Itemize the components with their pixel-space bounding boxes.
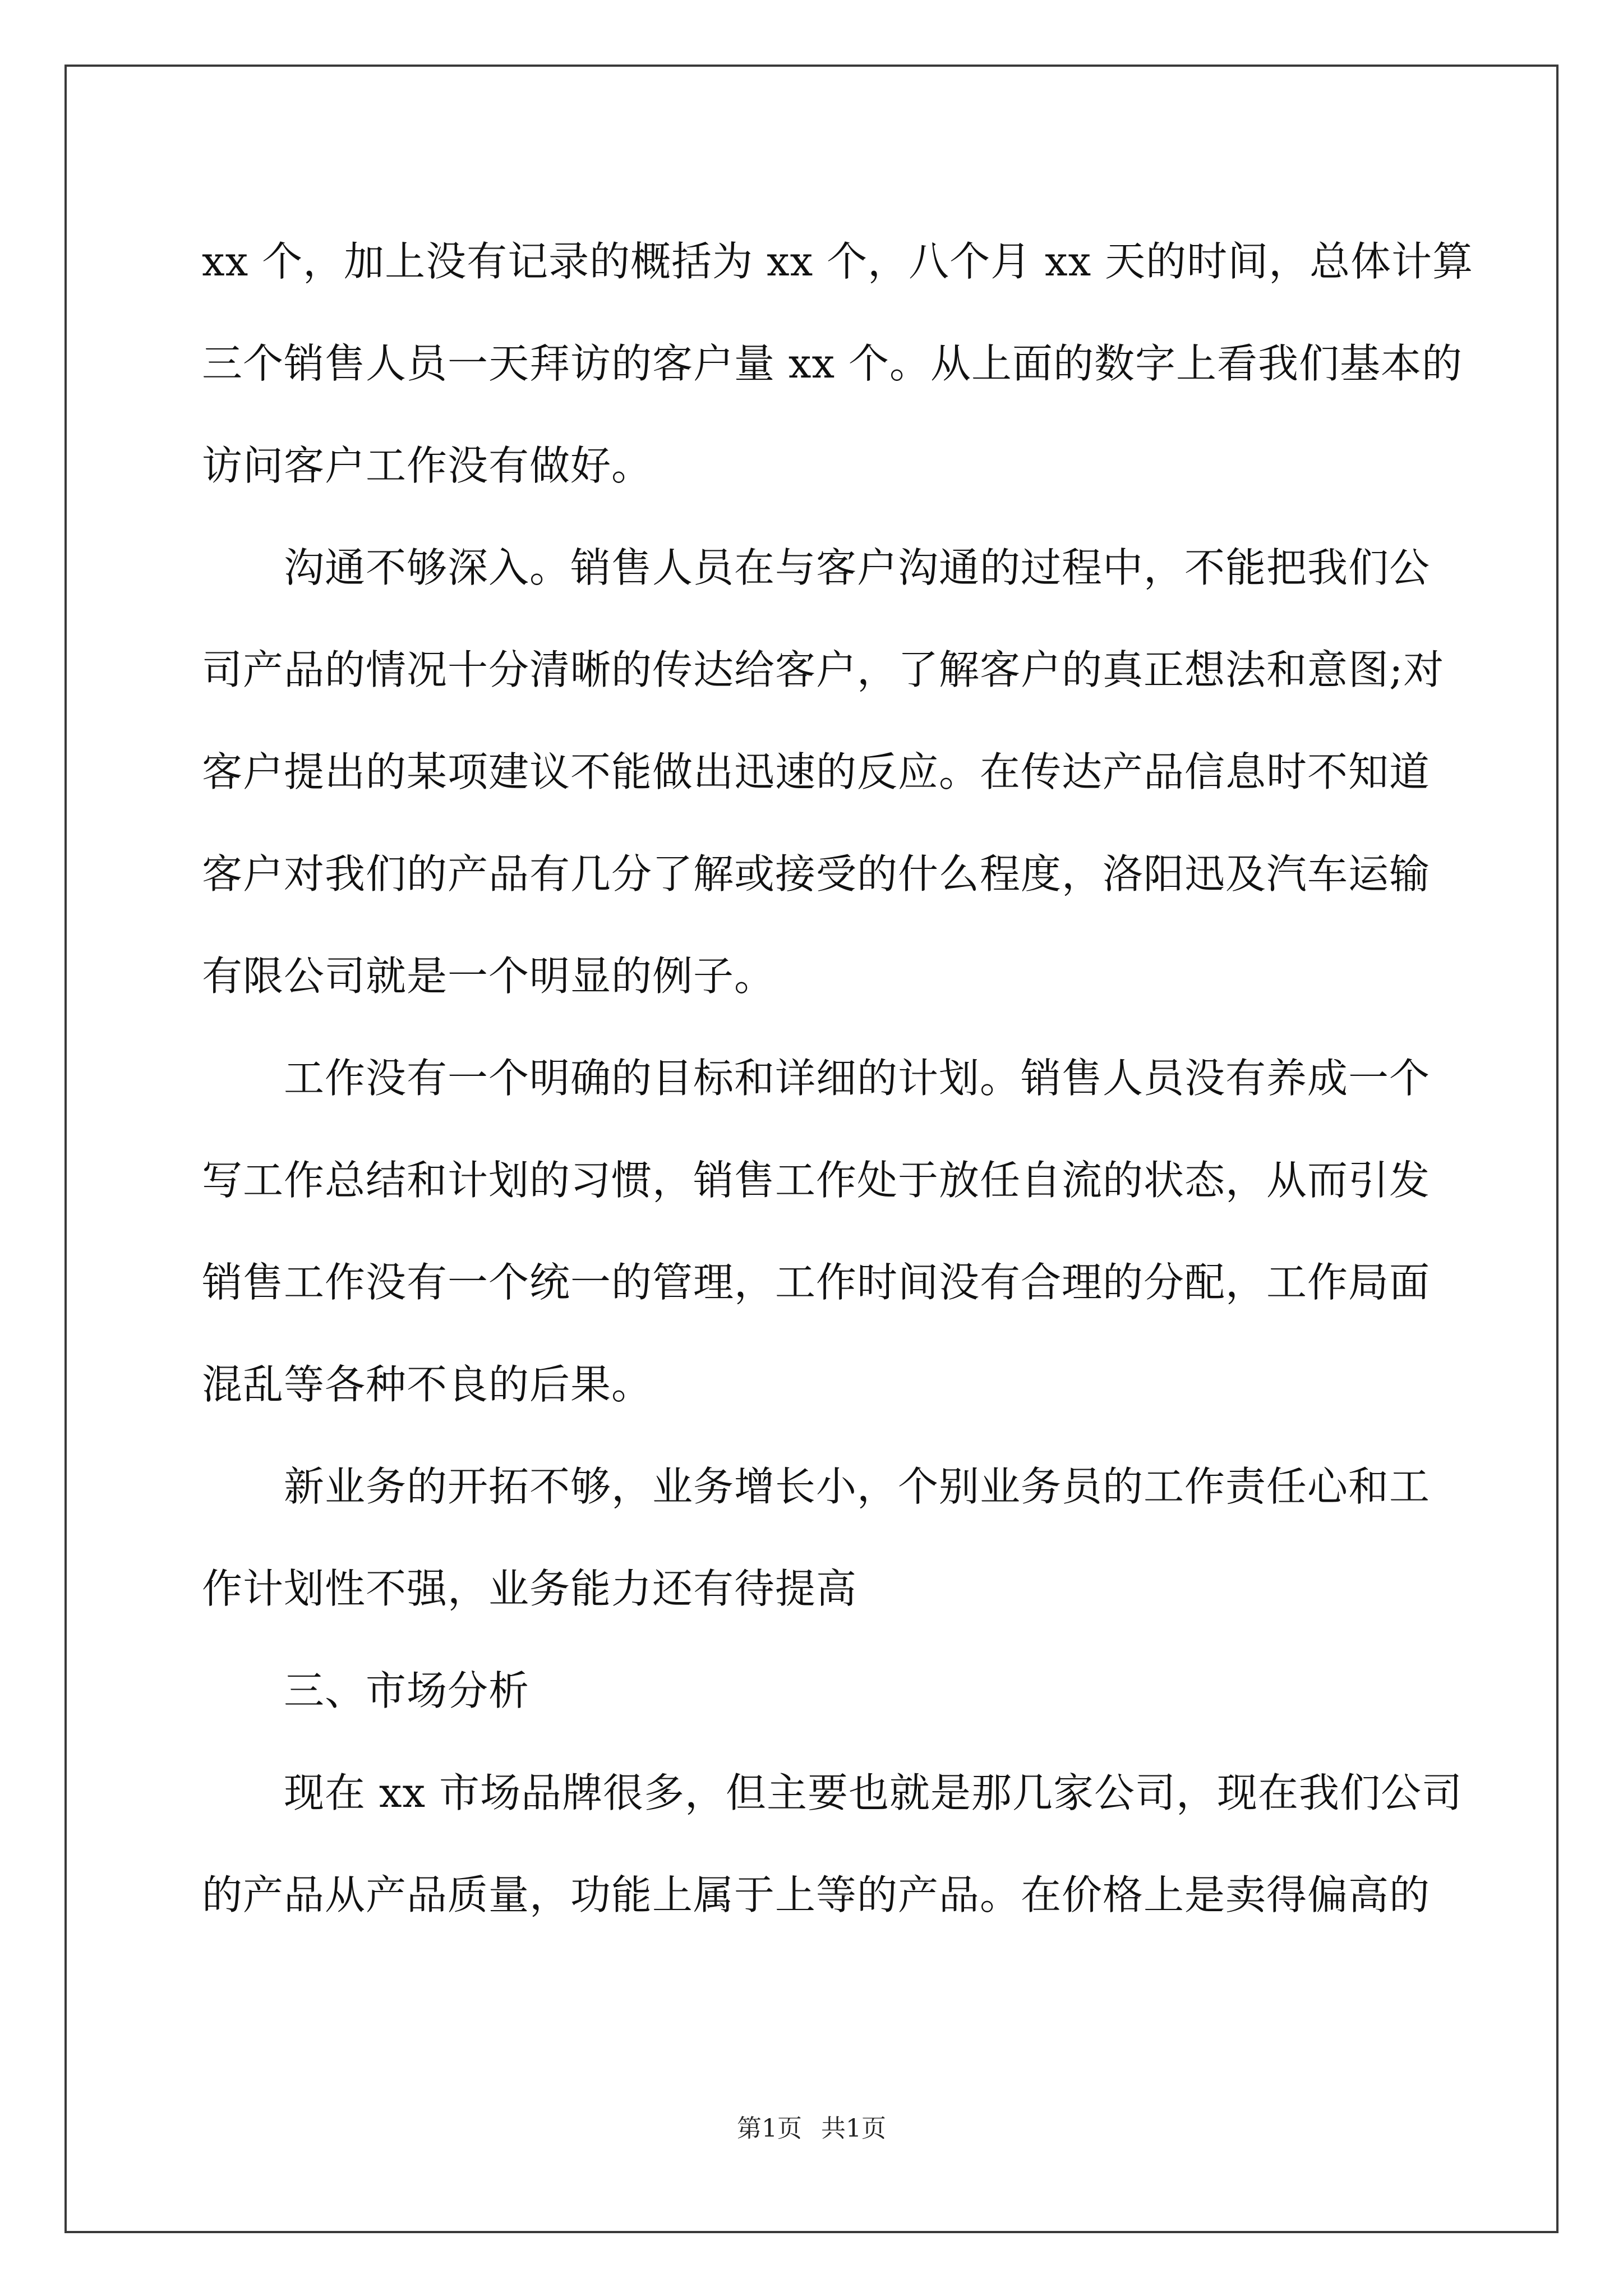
text-line-10: 写工作总结和计划的习惯，销售工作处于放任自流的状态，从而引发: [202, 1157, 1431, 1204]
text-line-16: 现在 xx 市场品牌很多，但主要也就是那几家公司，现在我们公司: [202, 1769, 1463, 1816]
text-line-8: 有限公司就是一个明显的例子。: [202, 953, 776, 1000]
page-total: 共1页: [821, 2114, 886, 2143]
text-line-13: 新业务的开拓不够，业务增长小，个别业务员的工作责任心和工: [202, 1463, 1431, 1510]
page-number: 第1页: [737, 2114, 802, 2143]
text-line-2: 三个销售人员一天拜访的客户量 xx 个。从上面的数字上看我们基本的: [202, 340, 1463, 387]
text-line-9: 工作没有一个明确的目标和详细的计划。销售人员没有养成一个: [202, 1055, 1431, 1102]
text-line-4: 沟通不够深入。销售人员在与客户沟通的过程中，不能把我们公: [202, 544, 1431, 591]
text-line-11: 销售工作没有一个统一的管理，工作时间没有合理的分配，工作局面: [202, 1259, 1431, 1306]
text-line-6: 客户提出的某项建议不能做出迅速的反应。在传达产品信息时不知道: [202, 748, 1431, 795]
text-line-14: 作计划性不强，业务能力还有待提高: [202, 1565, 857, 1612]
text-line-7: 客户对我们的产品有几分了解或接受的什么程度，洛阳迅及汽车运输: [202, 850, 1431, 898]
document-body: [202, 210, 1474, 1946]
section-heading-market-analysis: 三、市场分析: [202, 1667, 530, 1714]
text-line-3: 访问客户工作没有做好。: [202, 442, 653, 489]
page-footer: [0, 2108, 1623, 2144]
text-line-12: 混乱等各种不良的后果。: [202, 1361, 653, 1408]
text-line-1: xx 个，加上没有记录的概括为 xx 个，八个月 xx 天的时间，总体计算: [202, 238, 1474, 285]
text-line-5: 司产品的情况十分清晰的传达给客户，了解客户的真正想法和意图;对: [202, 646, 1445, 693]
text-line-17: 的产品从产品质量，功能上属于上等的产品。在价格上是卖得偏高的: [202, 1871, 1431, 1918]
